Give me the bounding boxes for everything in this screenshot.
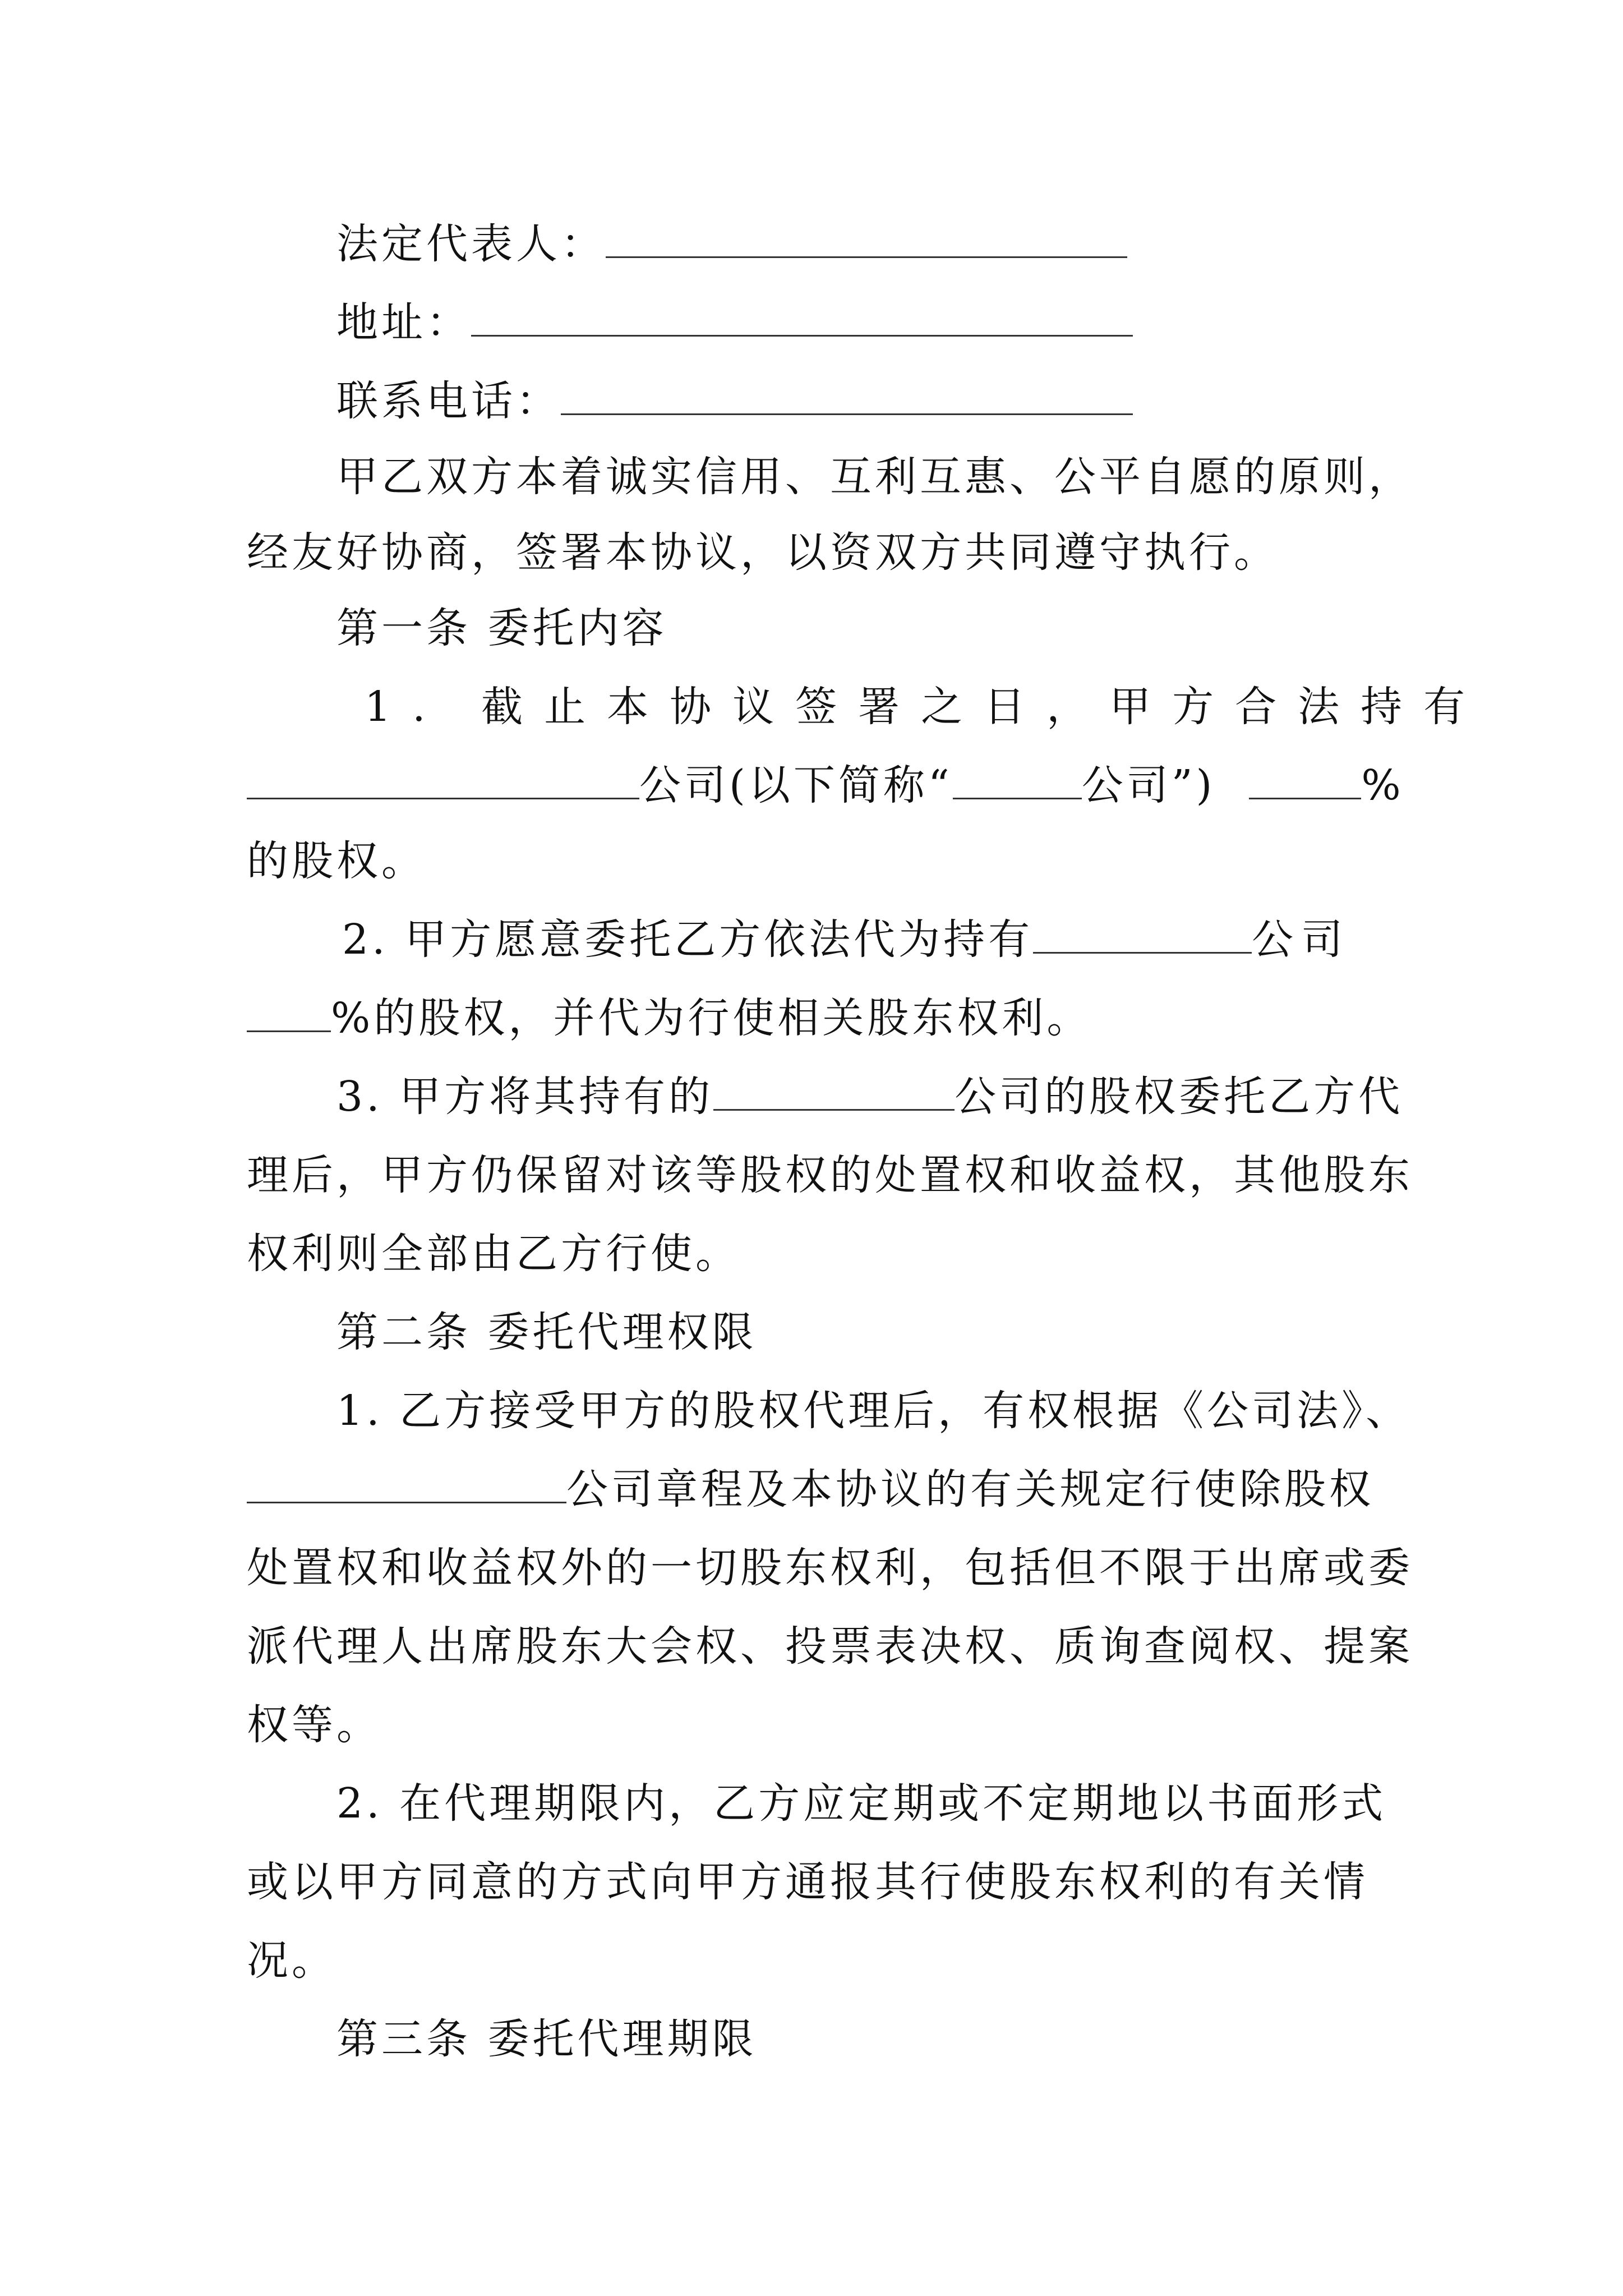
article1-item1-line3: 的股权。 xyxy=(247,837,426,885)
item3-company-blank xyxy=(713,1074,955,1111)
article1-item1-line2 xyxy=(247,757,1404,813)
article1-item2-line1 xyxy=(342,912,1391,968)
article1-title: 第一条 委托内容 xyxy=(336,604,667,652)
article1-item1-text: 1. 截止本协议签署之日，甲方合法持有 xyxy=(365,683,1487,731)
intro-line-1: 甲乙双方本着诚实信用、互利互惠、公平自愿的原则， xyxy=(336,453,1413,501)
article2-item1-line4: 派代理人出席股东大会权、投票表决权、质询查阅权、提案 xyxy=(247,1622,1413,1671)
article1-item1-company-close: 公司”) xyxy=(1081,761,1216,809)
article2-item1-line2 xyxy=(247,1461,1391,1517)
article1-item2-line2 xyxy=(247,990,1391,1046)
legal-rep-blank xyxy=(606,222,1127,258)
article2-title: 第二条 委托代理权限 xyxy=(336,1308,757,1356)
phone-label: 联系电话： xyxy=(336,377,561,425)
company-name-blank xyxy=(247,763,639,799)
phone-blank xyxy=(561,379,1133,415)
article2-item2-line1: 2. 在代理期限内，乙方应定期或不定期地以书面形式 xyxy=(336,1779,1387,1828)
phone-row xyxy=(336,373,1391,429)
article2-item1-line1: 1. 乙方接受甲方的股权代理后，有权根据《公司法》、 xyxy=(336,1387,1411,1435)
article1-item2-line2-text: %的股权，并代为行使相关股东权利。 xyxy=(331,994,1092,1042)
article1-item2-text: 2. 甲方愿意委托乙方依法代为持有 xyxy=(342,915,1034,964)
article2-item1-line3: 处置权和收益权外的一切股东权利，包括但不限于出席或委 xyxy=(247,1544,1413,1592)
article2-item1-line2-text: 公司章程及本协议的有关规定行使除股权 xyxy=(566,1465,1374,1513)
article2-item1-line5: 权等。 xyxy=(247,1701,381,1749)
intro-line-2: 经友好协商，签署本协议，以资双方共同遵守执行。 xyxy=(247,528,1279,577)
article1-item3-line3: 权利则全部由乙方行使。 xyxy=(247,1230,740,1278)
article1-item3-text-b: 公司的股权委托乙方代 xyxy=(955,1073,1404,1121)
address-row xyxy=(336,295,1391,351)
percent-blank xyxy=(1249,763,1361,799)
article1-item1-company: 公司(以下简称“ xyxy=(639,761,953,809)
article1-item1-line1 xyxy=(365,679,1487,735)
address-label: 地址： xyxy=(336,298,471,347)
article1-item1-percent: % xyxy=(1361,761,1404,809)
item2-company-blank xyxy=(1033,917,1252,954)
address-blank xyxy=(471,300,1133,337)
short-name-blank xyxy=(953,763,1082,799)
article2-item2-line3: 况。 xyxy=(247,1936,336,1985)
article1-item3-line2: 理后，甲方仍保留对该等股权的处置权和收益权，其他股东 xyxy=(247,1151,1413,1199)
legal-rep-row xyxy=(336,216,1391,272)
article1-item2-company: 公司 xyxy=(1252,915,1351,964)
article1-item3-text-a: 3. 甲方将其持有的 xyxy=(336,1073,714,1121)
article1-item3-line1 xyxy=(336,1069,1404,1125)
item2-percent-blank xyxy=(247,996,331,1032)
legal-rep-label: 法定代表人： xyxy=(336,220,606,268)
article2-item2-line2: 或以甲方同意的方式向甲方通报其行使股东权利的有关情 xyxy=(247,1858,1368,1906)
article3-title: 第三条 委托代理期限 xyxy=(336,2015,757,2063)
articles-company-blank xyxy=(247,1467,566,1503)
